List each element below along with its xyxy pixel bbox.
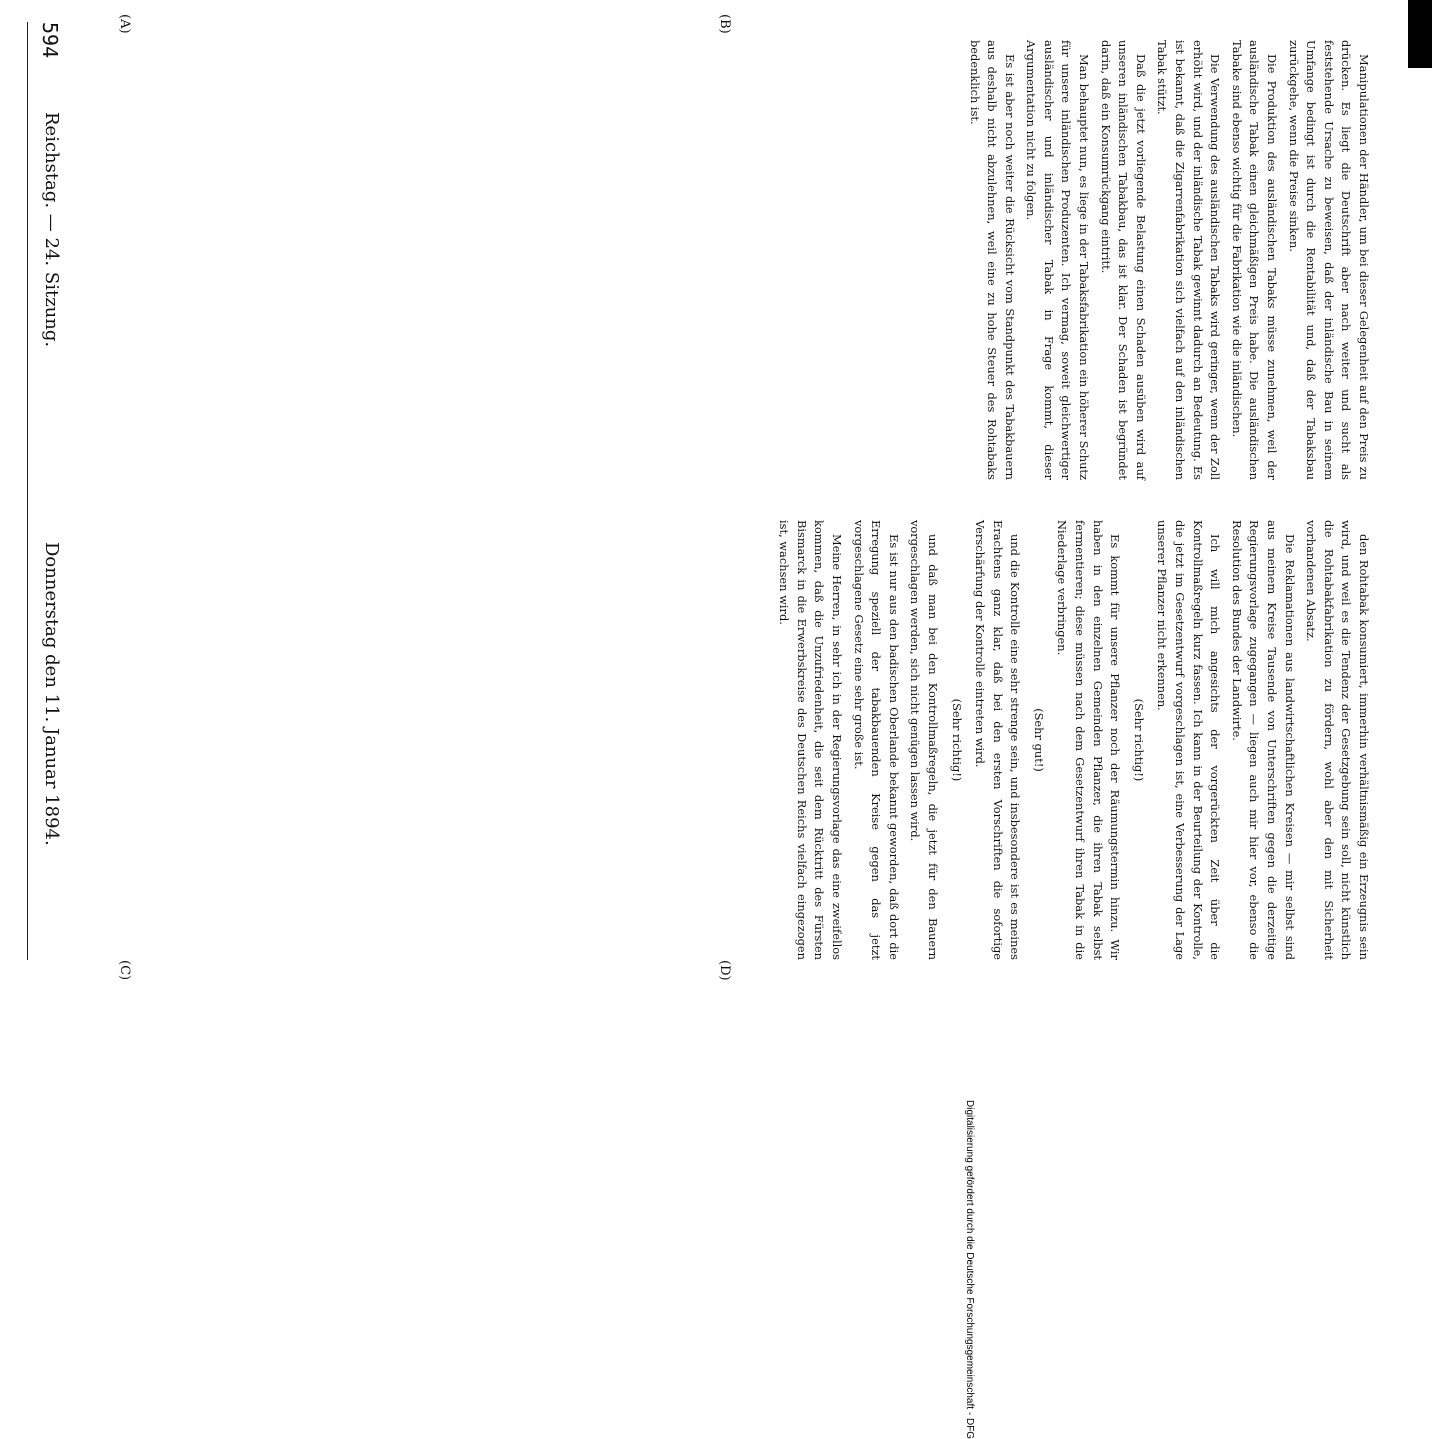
right-column-paragraph: Meine Herren, in sehr ich in der Regierungsvorlage das eine zweifellos kommen, daß die Unzufriedenheit, die seit dem Rücktritt des Fürsten Bismarck in die Erwerbskreise des Deutschen Reichs vielfach eingezogen ist, wachsen wird. [777, 520, 844, 960]
left-column-paragraph: Manipulationen der Händler, um bei dieser Gelegenheit auf den Preis zu drücken. Es liegt die Deutschrift aber nach weiter und sucht als feststehende Ursache zu beweisen, daß der inländische Bau in seinem Umfange bedingt ist durch die Rentabilität und, daß der Tabaksbau zurückgehe, wenn die Preise sinken. [1286, 40, 1371, 480]
right-column-paragraph: Die Reklamationen aus landwirtschaftlichen Kreisen — mir selbst sind aus meinem Kreise Tausende von Unterschriften gegen die derzeitige Regierungsvorlage zugegangen — liegen auch mir hier vor, ebenso die Resolution des Bundes der Landwirte. [1229, 520, 1297, 960]
right-column [92, 520, 1372, 960]
left-column-paragraph: Es ist aber noch weiter die Rücksicht vom Standpunkt des Tabakbauern aus deshalb nicht abzulehnen, weil eine zu hohe Steuer des Rohtabaks bedenklich ist. [967, 40, 1017, 480]
left-column-paragraph: Die Verwendung des ausländischen Tabaks wird geringer, wenn der Zoll erhöht wird, und der inländische Tabak gewinnt dadurch an Bedeutung. Es ist bekannt, daß die Zigarrenfabrikation sich vielfach auf den inländischen Tabak stützt. [1155, 40, 1223, 480]
right-column-paragraph: und daß man bei den Kontrollmaßregeln, die jetzt für den Bauern vorgeschlagen werden, sich nicht genügen lassen wird. [908, 520, 940, 960]
margin-mark-d: (D) [717, 960, 732, 981]
margin-mark-b: (B) [717, 14, 732, 34]
margin-mark-a: (A) [117, 14, 132, 34]
right-column-paragraph: (Sehr richtig!) [949, 698, 964, 782]
right-column-paragraph: Es ist nur aus den badischen Oberlande bekannt geworden, daß dort die Erregung speziell der tabakbauenden Kreise gegen das jetzt vorgeschlagene Gesetz eine sehr große ist. [851, 520, 901, 960]
right-column-paragraph: den Rohtabak konsumiert, immerhin verhältnismäßig ein Erzeugnis sein wird, und weil es die Tendenz der Gesetzgebung sein soll, nicht künstlich die Rohtabakfabrikation zu fördern, wohl aber den mit Sicherheit vorhandenen Absatz. [1304, 520, 1371, 960]
running-head-right: Donnerstag den 11. Januar 1894. [41, 542, 62, 846]
left-column-paragraph: Man behauptet nun, es liege in der Tabaksfabrikation ein höherer Schutz für unsere inländischen Produzenten. Ich vermag, soweit gleichwertiger ausländischer und inländischer Tabak in Frage kommt, dieser Argumentation nicht zu folgen. [1024, 40, 1092, 480]
page-number: 594 [38, 22, 62, 59]
dfg-note: Digitalisierung gefördert durch die Deutsche Forschungsgemeinschaft - DFG [964, 1100, 975, 1439]
left-column [92, 40, 1372, 480]
right-column-paragraph: (Sehr richtig!) [1131, 698, 1146, 782]
left-column-paragraph: Daß die jetzt vorliegende Belastung einen Schaden ausüben wird auf unseren inländischen Tabakbau, das ist klar. Der Schaden ist begründet darin, daß ein Konsumrückgang eintritt. [1098, 40, 1148, 480]
left-column-paragraph: Die Produktion des ausländischen Tabaks müsse zunehmen, weil der ausländische Tabak einen gleichmäßigen Preis habe. Die ausländischen Tabake sind ebenso wichtig für die Fabrikation wie die inländischen. [1229, 40, 1280, 480]
margin-mark-c: (C) [117, 960, 132, 981]
right-column-paragraph: (Sehr gut!) [1031, 708, 1046, 772]
page-header [27, 22, 68, 960]
right-column-paragraph: Es kommt für unsere Pflanzer noch der Räumungstermin hinzu. Wir haben in den einzelnen Gemeinden Pflanzer, die ihren Tabak selbst fermentieren; diese müssen nach dem Gesetzentwurf ihren Tabak in die Niederlage verbringen. [1055, 520, 1123, 960]
right-column-paragraph: Ich will mich angesichts der vorgerückten Zeit über die Kontrollmaßregeln kurz fassen. Ich kann in der Beurteilung der Kontrolle, die jetzt im Gesetzentwurf vorgeschlagen ist, eine Verbesserung der Lage unserer Pflanzer nicht erkennen. [1155, 520, 1223, 960]
right-column-paragraph: und die Kontrolle eine sehr strenge sein, und insbesondere ist es meines Erachtens ganz klar, daß bei den ersten Vorschriften die sofortige Verschärfung der Kontrolle eintreten wird. [973, 520, 1023, 960]
scan-edge-bar [1408, 0, 1432, 68]
running-head-left: Reichstag. — 24. Sitzung. [41, 112, 62, 348]
